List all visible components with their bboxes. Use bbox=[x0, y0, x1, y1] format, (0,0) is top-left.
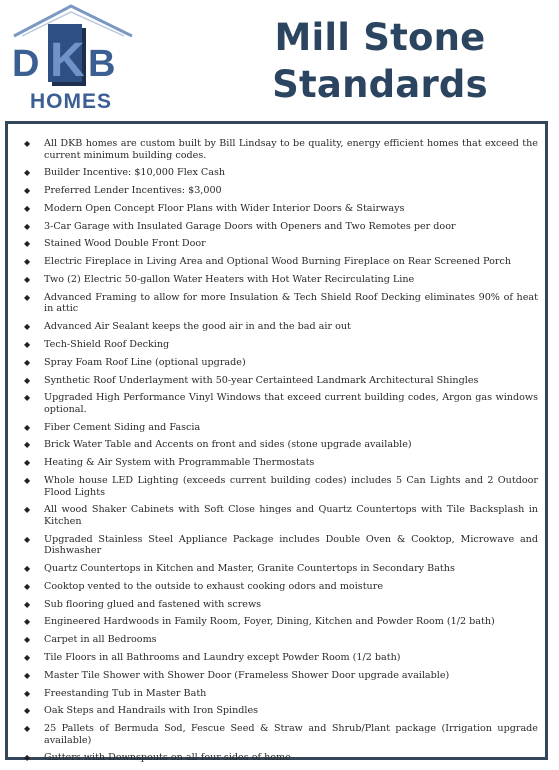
list-item-text: Tile Floors in all Bathrooms and Laundry except Powder Room (1/2 bath) bbox=[44, 651, 401, 663]
page-title bbox=[230, 14, 530, 108]
list-item-text: Gutters with Downspouts on all four sides of home bbox=[44, 752, 291, 764]
bullet-icon: ◆ bbox=[24, 422, 31, 432]
list-item bbox=[18, 599, 538, 611]
list-item bbox=[18, 238, 538, 250]
list-item-text: Brick Water Table and Accents on front and sides (stone upgrade available) bbox=[44, 439, 412, 451]
list-item-text: Synthetic Roof Underlayment with 50-year Certainteed Landmark Architectural Shingles bbox=[44, 374, 479, 386]
list-item bbox=[18, 185, 538, 197]
bullet-icon: ◆ bbox=[24, 753, 31, 763]
list-item-text: Oak Steps and Handrails with Iron Spindles bbox=[44, 705, 259, 717]
list-item bbox=[18, 392, 538, 415]
list-item bbox=[18, 616, 538, 628]
logo-subtitle: HOMES bbox=[30, 90, 113, 113]
list-item-text: Freestanding Tub in Master Bath bbox=[44, 687, 207, 699]
list-item bbox=[18, 634, 538, 646]
list-item bbox=[18, 256, 538, 268]
list-item bbox=[18, 138, 538, 161]
standards-list bbox=[18, 138, 538, 770]
bullet-icon: ◆ bbox=[24, 505, 31, 515]
list-item bbox=[18, 321, 538, 333]
list-item-text: Advanced Air Sealant keeps the good air in and the bad air out bbox=[44, 321, 351, 333]
bullet-icon: ◆ bbox=[24, 322, 31, 332]
bullet-icon: ◆ bbox=[24, 339, 31, 349]
bullet-icon: ◆ bbox=[24, 724, 31, 734]
bullet-icon: ◆ bbox=[24, 357, 31, 367]
list-item-text: Upgraded Stainless Steel Appliance Package includes Double Oven & Cooktop, Microwave and Dishwasher bbox=[44, 533, 538, 557]
list-item bbox=[18, 357, 538, 369]
bullet-icon: ◆ bbox=[24, 393, 31, 403]
list-item bbox=[18, 375, 538, 387]
list-item-text: Fiber Cement Siding and Fascia bbox=[44, 421, 201, 433]
bullet-icon: ◆ bbox=[24, 476, 31, 486]
list-item-text: Master Tile Shower with Shower Door (Frameless Shower Door upgrade available) bbox=[44, 669, 450, 681]
list-item bbox=[18, 221, 538, 233]
list-item-text: 3-Car Garage with Insulated Garage Doors with Openers and Two Remotes per door bbox=[44, 220, 456, 232]
bullet-icon: ◆ bbox=[24, 239, 31, 249]
bullet-icon: ◆ bbox=[24, 186, 31, 196]
list-item-text: Heating & Air System with Programmable Thermostats bbox=[44, 457, 315, 469]
list-item-text: Preferred Lender Incentives: $3,000 bbox=[44, 185, 222, 197]
bullet-icon: ◆ bbox=[24, 292, 31, 302]
list-item-text: Sub flooring glued and fastened with screws bbox=[44, 598, 262, 610]
bullet-icon: ◆ bbox=[24, 458, 31, 468]
list-item bbox=[18, 422, 538, 434]
list-item-text: Carpet in all Bedrooms bbox=[44, 634, 157, 646]
dkb-homes-logo bbox=[8, 2, 138, 114]
list-item bbox=[18, 752, 538, 764]
bullet-icon: ◆ bbox=[24, 440, 31, 450]
bullet-icon: ◆ bbox=[24, 635, 31, 645]
bullet-icon: ◆ bbox=[24, 617, 31, 627]
list-item-text: Spray Foam Roof Line (optional upgrade) bbox=[44, 356, 246, 368]
list-item bbox=[18, 581, 538, 593]
bullet-icon: ◆ bbox=[24, 534, 31, 544]
bullet-icon: ◆ bbox=[24, 706, 31, 716]
bullet-icon: ◆ bbox=[24, 599, 31, 609]
bullet-icon: ◆ bbox=[24, 168, 31, 178]
list-item-text: Engineered Hardwoods in Family Room, Foyer, Dining, Kitchen and Powder Room (1/2 bath) bbox=[44, 616, 495, 628]
title-line-2: Standards bbox=[272, 63, 488, 106]
list-item bbox=[18, 652, 538, 664]
bullet-icon: ◆ bbox=[24, 203, 31, 213]
list-item-text: Two (2) Electric 50-gallon Water Heaters with Hot Water Recirculating Line bbox=[44, 274, 415, 286]
bullet-icon: ◆ bbox=[24, 275, 31, 285]
bullet-icon: ◆ bbox=[24, 257, 31, 267]
list-item bbox=[18, 670, 538, 682]
list-item-text: Quartz Countertops in Kitchen and Master, Granite Countertops in Secondary Baths bbox=[44, 562, 455, 574]
list-item bbox=[18, 274, 538, 286]
bullet-icon: ◆ bbox=[24, 139, 31, 148]
list-item-text: Stained Wood Double Front Door bbox=[44, 238, 206, 250]
list-item-text: Advanced Framing to allow for more Insulation & Tech Shield Roof Decking eliminates 90% of heat in attic bbox=[44, 291, 538, 315]
list-item bbox=[18, 203, 538, 215]
list-item bbox=[18, 475, 538, 498]
list-item bbox=[18, 688, 538, 700]
list-item bbox=[18, 705, 538, 717]
list-item bbox=[18, 292, 538, 315]
list-item-text: All wood Shaker Cabinets with Soft Close hinges and Quartz Countertops with Tile Backsplash in Kitchen bbox=[44, 504, 538, 527]
bullet-icon: ◆ bbox=[24, 581, 31, 591]
standards-frame bbox=[5, 121, 548, 764]
list-item-text: Builder Incentive: $10,000 Flex Cash bbox=[44, 167, 226, 179]
logo-letter-b: B bbox=[88, 43, 116, 85]
list-item bbox=[18, 723, 538, 746]
bullet-icon: ◆ bbox=[24, 375, 31, 385]
list-item bbox=[18, 504, 538, 527]
list-item bbox=[18, 563, 538, 575]
list-item-text: Cooktop vented to the outside to exhaust cooking odors and moisture bbox=[44, 580, 383, 592]
list-item-text: All DKB homes are custom built by Bill Lindsay to be quality, energy efficient homes that exceed the current minimum building codes. bbox=[44, 138, 538, 161]
title-line-1: Mill Stone bbox=[274, 16, 486, 59]
bullet-icon: ◆ bbox=[24, 688, 31, 698]
bullet-icon: ◆ bbox=[24, 652, 31, 662]
logo-letter-k: K bbox=[50, 34, 85, 87]
list-item-text: 25 Pallets of Bermuda Sod, Fescue Seed & Straw and Shrub/Plant package (Irrigation upgrade available) bbox=[44, 723, 538, 746]
list-item-text: Electric Fireplace in Living Area and Optional Wood Burning Fireplace on Rear Screened Porch bbox=[44, 256, 512, 268]
list-item-text: Modern Open Concept Floor Plans with Wider Interior Doors & Stairways bbox=[44, 202, 405, 214]
bullet-icon: ◆ bbox=[24, 563, 31, 573]
list-item bbox=[18, 439, 538, 451]
list-item bbox=[18, 339, 538, 351]
list-item bbox=[18, 534, 538, 557]
list-item bbox=[18, 457, 538, 469]
bullet-icon: ◆ bbox=[24, 670, 31, 680]
dkb-logo-graphic bbox=[8, 2, 138, 114]
list-item-text: Tech-Shield Roof Decking bbox=[44, 338, 170, 350]
logo-letter-d: D bbox=[12, 43, 40, 85]
list-item bbox=[18, 167, 538, 179]
list-item-text: Whole house LED Lighting (exceeds current building codes) includes 5 Can Lights and 2 Outdoor Flood Lights bbox=[44, 475, 538, 498]
list-item-text: Upgraded High Performance Vinyl Windows that exceed current building codes, Argon gas windows optional. bbox=[44, 392, 538, 415]
bullet-icon: ◆ bbox=[24, 221, 31, 231]
